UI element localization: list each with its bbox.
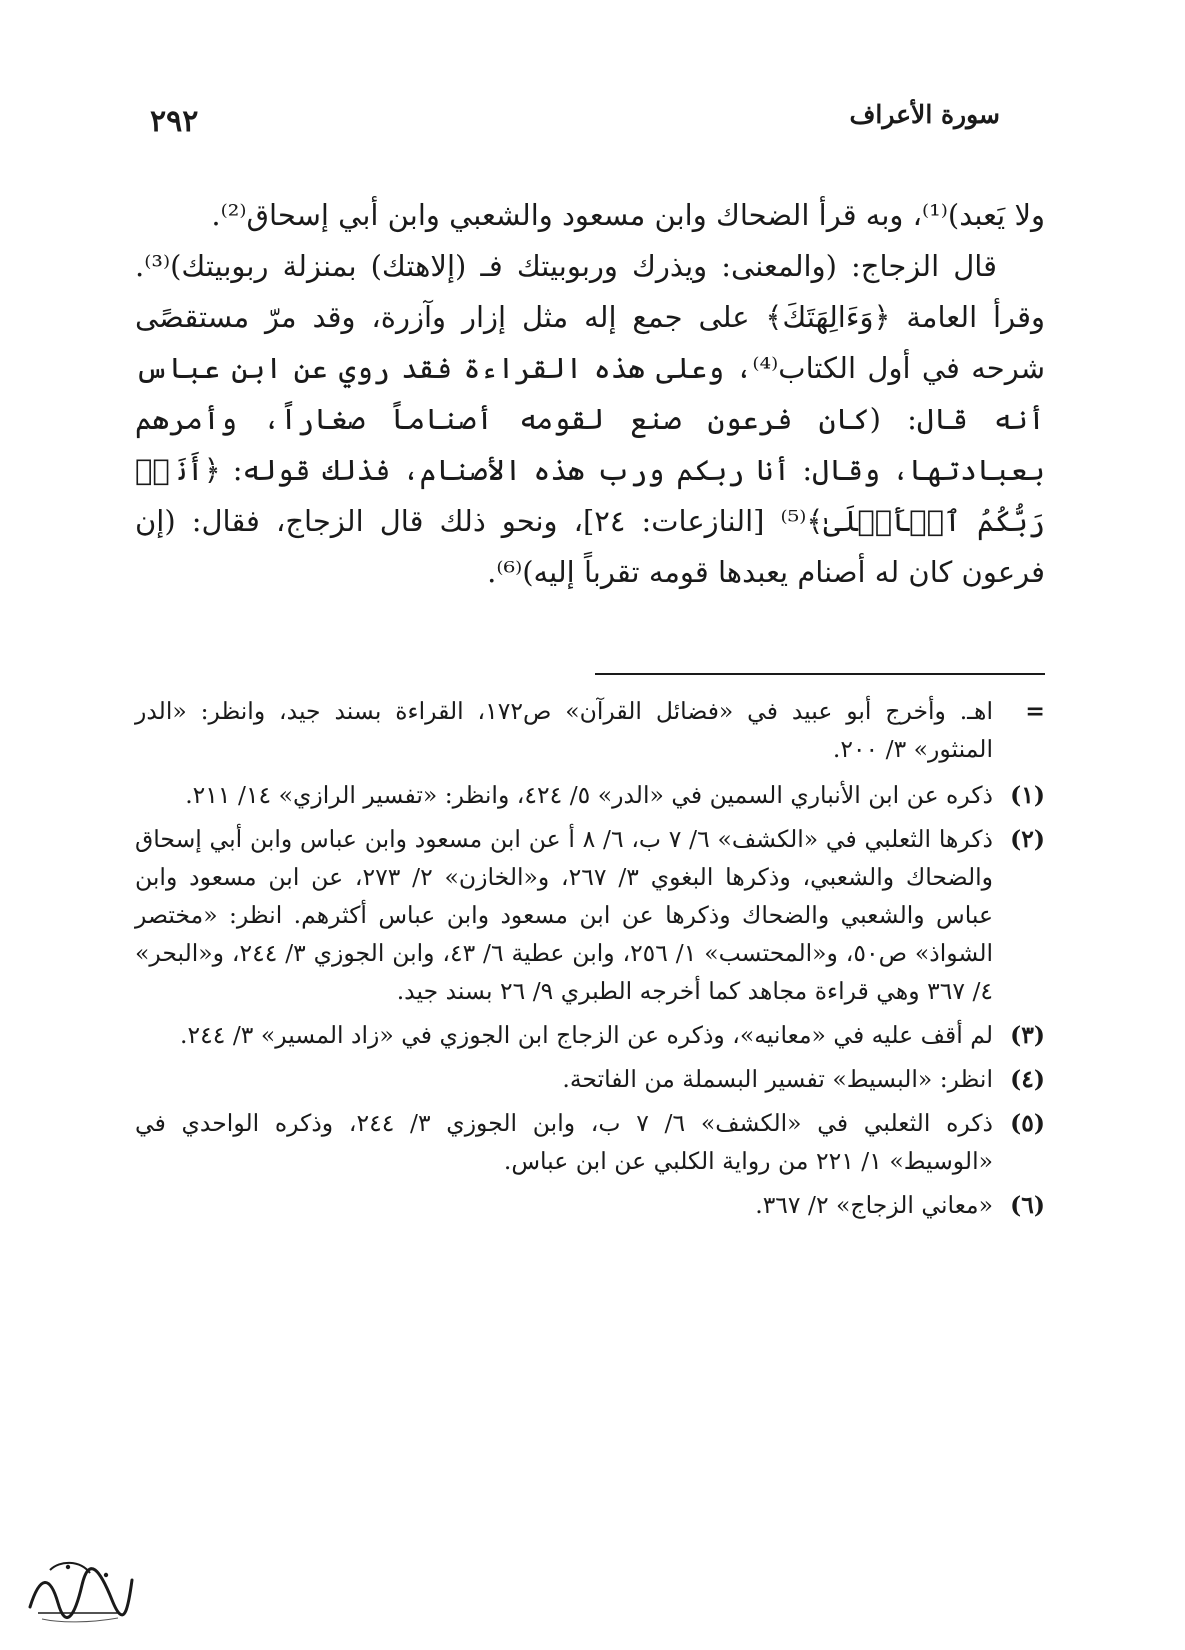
footnote-text: ذكره عن ابن الأنباري السمين في «الدر» ٥/ ٤٢٤، وانظر: «تفسير الرازي» ١٤/ ٢١١. (185, 781, 993, 809)
footnote-5 (135, 1104, 1045, 1180)
footnote-1 (135, 776, 1045, 814)
footnote-text: ذكرها الثعلبي في «الكشف» ٦/ ٧ ب، ٦/ ٨ أ عن ابن مسعود وابن عباس وابن أبي إسحاق والضحاك والشعبي، وذكرها البغوي ٣/ ٢٦٧، و«الخازن» ٢/ ٢٧٣، عن ابن مسعود وابن عباس والشعبي والضحاك وذكرها عن ابن مسعود وابن عباس أكثرهم. انظر: «مختصر الشواذ» ص٥٠، و«المحتسب» ١/ ٢٥٦، وابن عطية ٦/ ٤٣، وابن الجوزي ٣/ ٢٤٤، و«البحر» ٤/ ٣٦٧ وهي قراءة مجاهد كما أخرجه الطبري ٩/ ٢٦ بسند جيد. (135, 825, 994, 1005)
footnote-text: «معاني الزجاج» ٢/ ٣٦٧. (755, 1191, 993, 1219)
main-paragraph-1: ولا يَعبد)⁽¹⁾، وبه قرأ الضحاك وابن مسعود والشعبي وابن أبي إسحاق⁽²⁾. (211, 198, 1045, 232)
footnote-marker: = (1025, 697, 1045, 725)
footnote-marker: (٦) (1010, 1191, 1045, 1219)
footnote-marker: (٣) (1010, 1021, 1045, 1049)
footnotes (135, 692, 1045, 1230)
footnote-6 (135, 1186, 1045, 1224)
footnote-marker: (٢) (1010, 825, 1045, 853)
footnote-3 (135, 1016, 1045, 1054)
footnote-4 (135, 1060, 1045, 1098)
footnote-text: انظر: «البسيط» تفسير البسملة من الفاتحة. (562, 1065, 993, 1093)
footnote-marker: (٤) (1010, 1065, 1045, 1093)
footnote-divider (595, 673, 1045, 675)
footnote-2 (135, 820, 1045, 1010)
page-header (150, 100, 1000, 150)
footnote-text: ذكره الثعلبي في «الكشف» ٦/ ٧ ب، وابن الجوزي ٣/ ٢٤٤، وذكره الواحدي في «الوسيط» ١/ ٢٢١ من رواية الكلبي عن ابن عباس. (135, 1109, 994, 1175)
main-text (135, 190, 1045, 598)
footnote-marker: (١) (1010, 781, 1045, 809)
footnote-text: اهـ. وأخرج أبو عبيد في «فضائل القرآن» ص١٧٢، القراءة بسند جيد، وانظر: «الدر المنثور» ٣/ ٢٠٠. (135, 697, 993, 763)
running-title: سورة الأعراف (849, 100, 1000, 129)
main-paragraph-2: قال الزجاج: (والمعنى: ويذرك وربوبيتك فـ (إلاهتك) بمنزلة ربوبيتك)⁽³⁾. وقرأ العامة ﴿وَءَالِهَتَكَ﴾ على جمع إله مثل إزار وآزرة، وقد مرّ مستقصًى شرحه في أول الكتاب⁽⁴⁾، وعلى هذه القراءة فقد روي عن ابن عباس أنه قال: (كان فرعون صنع لقومه أصناماً صغاراً، وأمرهم بعبادتها، وقال: أنا ربكم ورب هذه الأصنام، فذلك قوله: ﴿أَنَا۠ رَبُّكُمُ ٱلۡأَعۡلَىٰ﴾⁽⁵⁾ [النازعات: ٢٤]، ونحو ذلك قال الزجاج، فقال: (إن فرعون كان له أصنام يعبدها قومه تقرباً إليه)⁽⁶⁾. (135, 249, 1045, 589)
footnote-marker: (٥) (1010, 1109, 1045, 1137)
page-number: ٢٩٢ (150, 104, 199, 139)
publisher-logo (20, 1555, 140, 1625)
calligraphy-logo-icon (20, 1555, 140, 1625)
footnote-text: لم أقف عليه في «معانيه»، وذكره عن الزجاج ابن الجوزي في «زاد المسير» ٣/ ٢٤٤. (180, 1021, 993, 1049)
footnote-continuation (135, 692, 1045, 768)
